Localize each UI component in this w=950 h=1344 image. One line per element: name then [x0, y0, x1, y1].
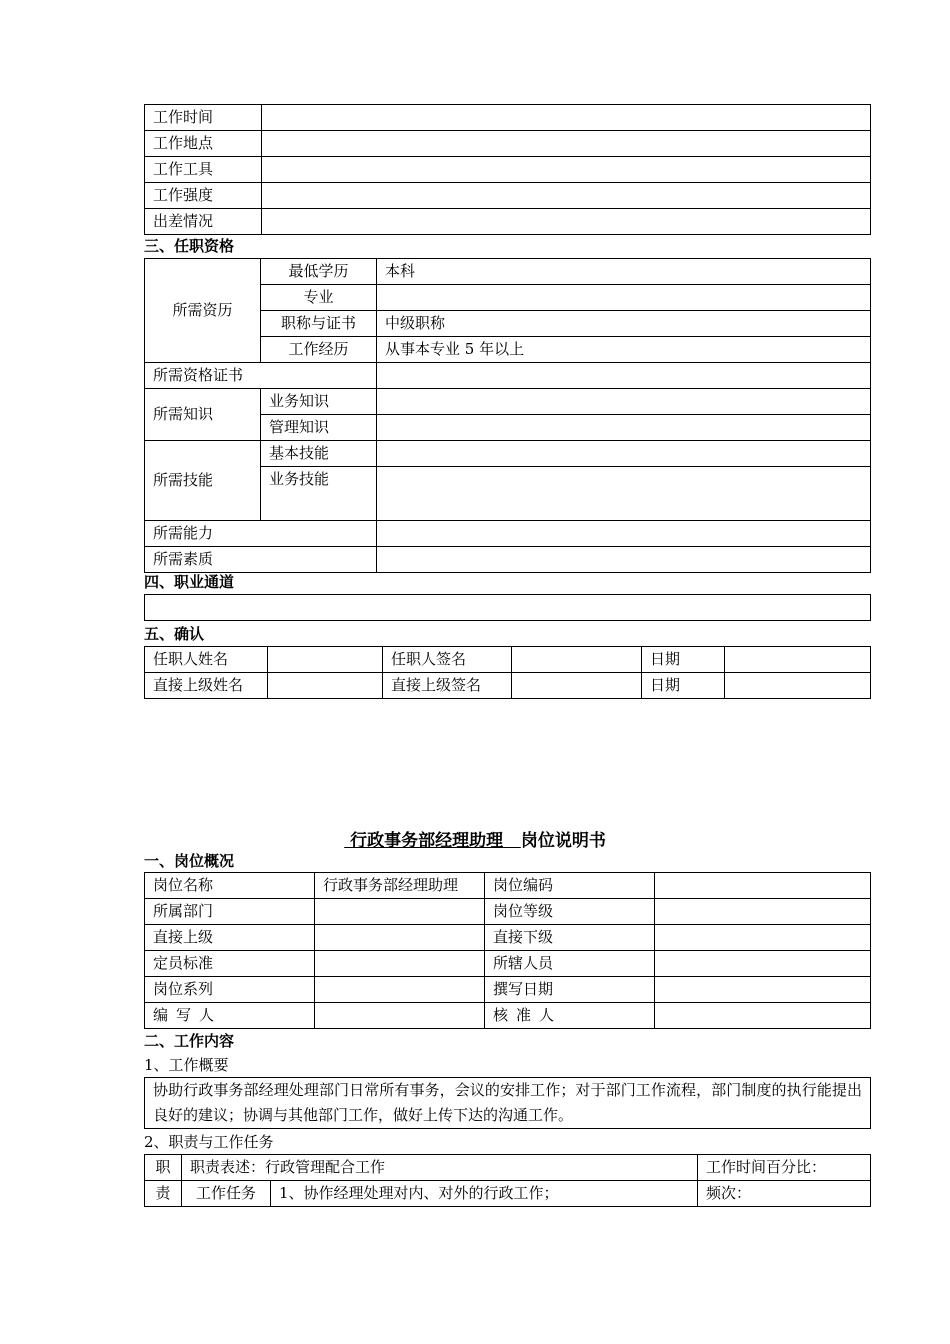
duty-side-label-2: 责	[145, 1181, 182, 1207]
table-row	[145, 673, 871, 699]
table-row	[145, 899, 871, 925]
table-row	[145, 951, 871, 977]
table-row	[145, 157, 871, 183]
cell-value: 中级职称	[377, 311, 871, 337]
section-heading-work-content: 二、工作内容	[144, 1032, 235, 1050]
table-row	[145, 521, 871, 547]
cell-value	[262, 209, 871, 235]
cell-value	[377, 547, 871, 573]
table-row	[145, 183, 871, 209]
cell-label: 直接上级签名	[383, 673, 512, 699]
career-path-table	[144, 594, 871, 621]
cell-value: 行政事务部经理助理	[315, 873, 485, 899]
cell-label: 编写人	[145, 1003, 315, 1029]
table-row	[145, 595, 871, 621]
skills-label: 所需技能	[145, 441, 261, 521]
table-row	[145, 977, 871, 1003]
cell-value	[377, 389, 871, 415]
cell-label: 所属部门	[145, 899, 315, 925]
cell-label: 任职人签名	[383, 647, 512, 673]
cell-label: 业务知识	[261, 389, 377, 415]
section-heading-confirmation: 五、确认	[144, 625, 205, 643]
cell-value	[262, 131, 871, 157]
cell-value	[377, 521, 871, 547]
table-row	[145, 1003, 871, 1029]
education-label: 所需资历	[145, 259, 261, 363]
cell-label: 基本技能	[261, 441, 377, 467]
cell-label: 工作时间	[145, 105, 262, 131]
cell-label: 业务技能	[261, 467, 377, 521]
cell-label: 所辖人员	[485, 951, 655, 977]
qualifications-table	[144, 258, 871, 573]
table-row	[145, 389, 871, 415]
cell-label: 核准人	[485, 1003, 655, 1029]
cell-label: 出差情况	[145, 209, 262, 235]
table-row	[145, 547, 871, 573]
cell-label: 最低学历	[261, 259, 377, 285]
position-overview-table	[144, 872, 871, 1029]
table-row	[145, 131, 871, 157]
cell-label: 工作工具	[145, 157, 262, 183]
cell-value	[655, 977, 871, 1003]
cell-value	[315, 977, 485, 1003]
cell-value	[315, 899, 485, 925]
table-row	[145, 209, 871, 235]
table-row	[145, 441, 871, 467]
cell-value	[145, 595, 871, 621]
page-title	[0, 826, 950, 851]
cell-value	[262, 157, 871, 183]
cell-value	[655, 951, 871, 977]
cell-label: 工作经历	[261, 337, 377, 363]
table-row	[145, 1181, 871, 1207]
title-position-text: 行政事务部经理助理	[350, 831, 504, 851]
cell-label: 撰写日期	[485, 977, 655, 1003]
cell-label: 定员标准	[145, 951, 315, 977]
table-row	[145, 925, 871, 951]
table-row	[145, 105, 871, 131]
cell-value	[377, 415, 871, 441]
table-row	[145, 1078, 871, 1129]
cell-label: 管理知识	[261, 415, 377, 441]
cell-label: 岗位系列	[145, 977, 315, 1003]
knowledge-label: 所需知识	[145, 389, 261, 441]
summary-text: 协助行政事务部经理处理部门日常所有事务，会议的安排工作；对于部门工作流程，部门制度的执行能提出良好的建议；协调与其他部门工作，做好上传下达的沟通工作。	[145, 1078, 871, 1129]
cell-label: 岗位名称	[145, 873, 315, 899]
section-heading-career-path: 四、职业通道	[144, 573, 235, 591]
cell-value	[262, 183, 871, 209]
cell-label: 日期	[642, 647, 725, 673]
summary-heading: 1、工作概要	[144, 1056, 229, 1074]
cell-label: 工作地点	[145, 131, 262, 157]
cell-value	[512, 647, 642, 673]
cell-value	[377, 467, 871, 521]
task-label: 工作任务	[182, 1181, 271, 1207]
ability-label: 所需能力	[145, 521, 377, 547]
cell-value	[655, 925, 871, 951]
cell-value	[268, 673, 383, 699]
cell-value	[377, 285, 871, 311]
table-row	[145, 873, 871, 899]
table-row	[145, 1155, 871, 1181]
cell-label: 直接上级	[145, 925, 315, 951]
section-heading-overview: 一、岗位概况	[144, 852, 235, 870]
cell-value	[315, 925, 485, 951]
cell-value: 本科	[377, 259, 871, 285]
work-environment-table	[144, 104, 871, 235]
cell-value	[268, 647, 383, 673]
time-percent-label: 工作时间百分比：	[698, 1155, 871, 1181]
section-heading-qualifications: 三、任职资格	[144, 237, 235, 255]
cell-value	[315, 951, 485, 977]
duty-statement: 职责表述：行政管理配合工作	[182, 1155, 698, 1181]
cell-label: 职称与证书	[261, 311, 377, 337]
cell-label: 日期	[642, 673, 725, 699]
cell-value	[725, 673, 871, 699]
duties-table	[144, 1154, 871, 1207]
cell-label: 专业	[261, 285, 377, 311]
table-row	[145, 259, 871, 285]
confirmation-table	[144, 646, 871, 699]
cell-value	[655, 1003, 871, 1029]
title-suffix: 岗位说明书	[520, 831, 606, 851]
duties-heading: 2、职责与工作任务	[144, 1133, 274, 1151]
cell-label: 任职人姓名	[145, 647, 268, 673]
task-text: 1、协作经理处理对内、对外的行政工作；	[271, 1181, 698, 1207]
cell-label: 岗位编码	[485, 873, 655, 899]
cell-value	[655, 873, 871, 899]
cell-label: 岗位等级	[485, 899, 655, 925]
cell-value	[315, 1003, 485, 1029]
table-row	[145, 363, 871, 389]
work-summary-table	[144, 1077, 871, 1129]
cell-label: 直接上级姓名	[145, 673, 268, 699]
cell-value	[377, 363, 871, 389]
cell-label: 工作强度	[145, 183, 262, 209]
cell-value	[262, 105, 871, 131]
cell-value	[512, 673, 642, 699]
title-position	[344, 831, 521, 851]
cell-value	[655, 899, 871, 925]
cell-value	[377, 441, 871, 467]
frequency-label: 频次：	[698, 1181, 871, 1207]
quality-label: 所需素质	[145, 547, 377, 573]
cert-label: 所需资格证书	[145, 363, 377, 389]
cell-value	[725, 647, 871, 673]
cell-label: 直接下级	[485, 925, 655, 951]
duty-side-label-1: 职	[145, 1155, 182, 1181]
table-row	[145, 647, 871, 673]
cell-value: 从事本专业 5 年以上	[377, 337, 871, 363]
